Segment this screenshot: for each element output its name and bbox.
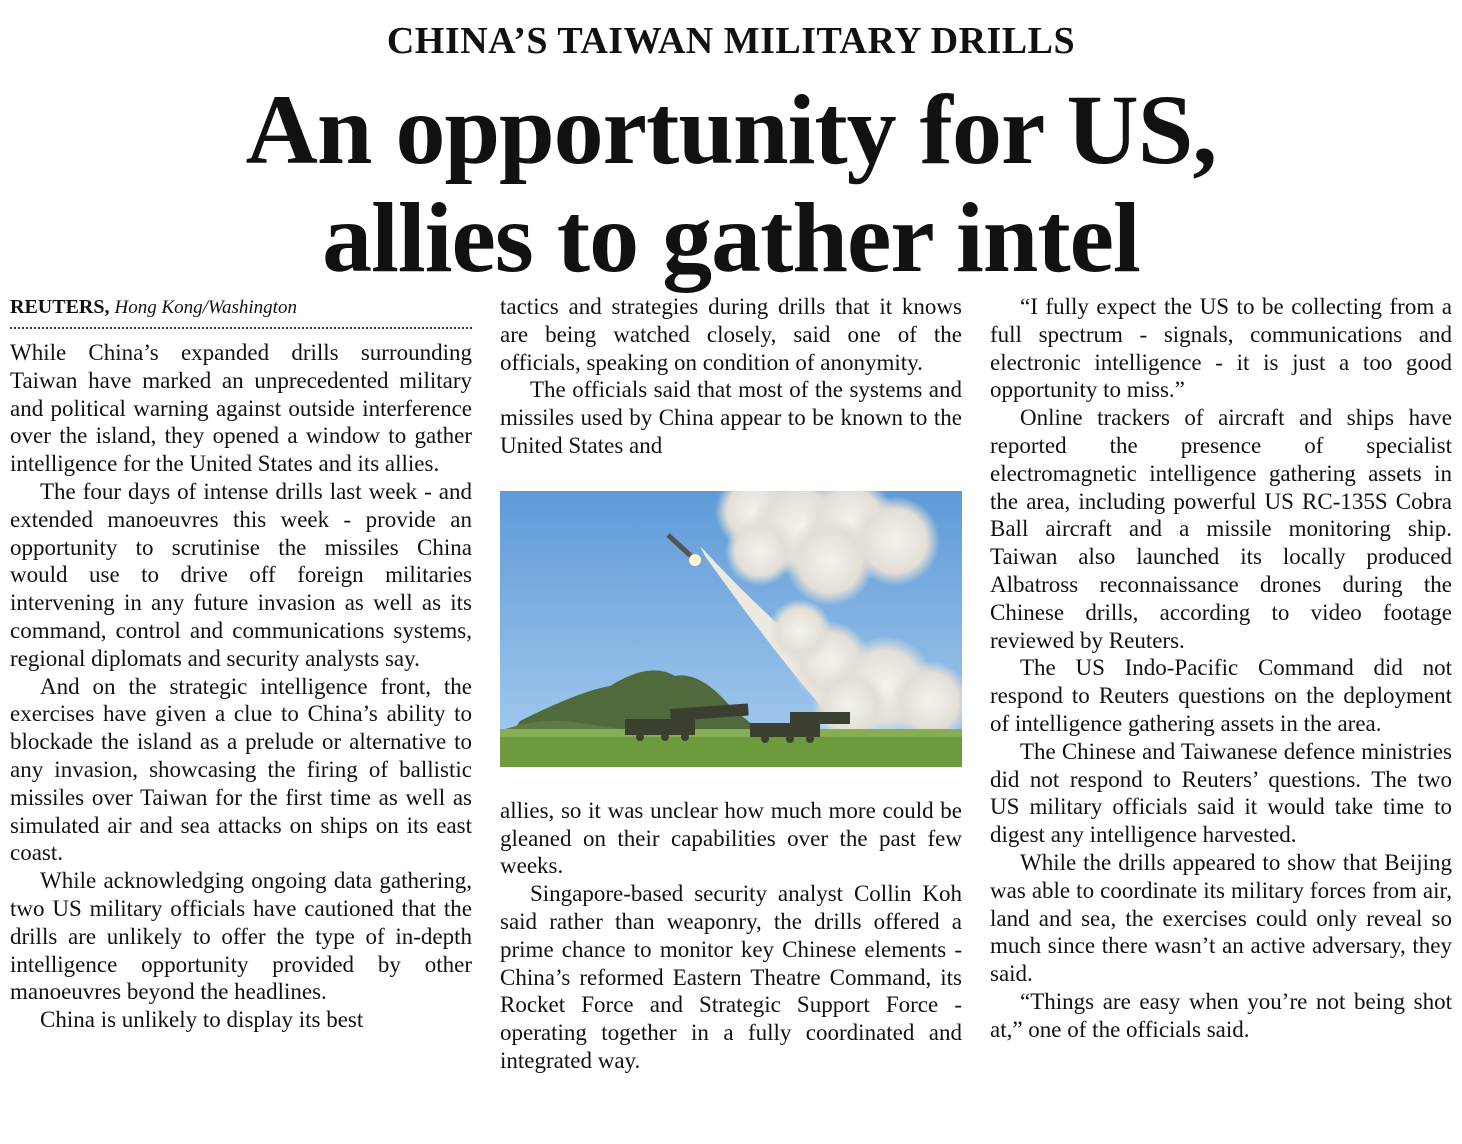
- column-3: [990, 293, 1452, 1044]
- paragraph: China is unlikely to display its best: [40, 1007, 364, 1033]
- headline-line-1: An opportunity for US,: [245, 74, 1217, 185]
- paragraph: While the drills appeared to show that Beijing was able to coordinate its military forces from air, land and sea, the exercises could only reveal so much since there wasn’t an active adversary, they said.: [990, 849, 1452, 987]
- paragraph: And on the strategic intelligence front, the exercises have given a clue to China’s ability to blockade the island as a prelude or alternative to any invasion, showcasing the firing of ballistic missiles over Taiwan for the first time as well as simulated air and sea attacks on ships on its east coast.: [10, 673, 472, 866]
- kicker: CHINA’S TAIWAN MILITARY DRILLS: [386, 20, 1076, 62]
- paragraph: The officials said that most of the systems and missiles used by China appear to be known to the United States and: [500, 377, 962, 458]
- column-2: [500, 293, 962, 1075]
- byline-place: Hong Kong/Washington: [114, 297, 297, 318]
- photo-illustration: [500, 491, 962, 767]
- paragraph: The US Indo-Pacific Command did not respond to Reuters questions on the deployment of intelligence gathering assets in the area.: [990, 655, 1452, 736]
- paragraph: “Things are easy when you’re not being shot at,” one of the officials said.: [990, 988, 1452, 1042]
- paragraph: Online trackers of aircraft and ships have reported the presence of specialist electromagnetic intelligence gathering assets in the area, including powerful US RC-135S Cobra Ball aircraft and a missile monitoring ship. Taiwan also launched its locally produced Albatross reconnaissance drones during the Chinese drills, according to video footage reviewed by Reuters.: [990, 405, 1452, 653]
- byline-agency: REUTERS,: [10, 296, 110, 318]
- headline-line-2: allies to gather intel: [322, 182, 1140, 293]
- paragraph: The Chinese and Taiwanese defence ministries did not respond to Reuters’ questions. The two US military officials said it would take time to digest any intelligence harvested.: [990, 738, 1452, 848]
- headline: [0, 76, 1462, 292]
- column-1: [10, 293, 472, 1034]
- paragraph: “I fully expect the US to be collecting from a full spectrum - signals, communications and electronic intelligence - it is just a too good opportunity to miss.”: [990, 294, 1452, 403]
- paragraph: Singapore-based security analyst Collin Koh said rather than weaponry, the drills offered a prime chance to monitor key Chinese elements - China’s reformed Eastern Theatre Command, its Rocket Force and Strategic Support Force - operating together in a fully coordinated and integrated way.: [500, 881, 962, 1073]
- paragraph: While acknowledging ongoing data gathering, two US military officials have cautioned that the drills are unlikely to offer the type of in-depth intelligence opportunity provided by other manoeuvres beyond the headlines.: [10, 868, 472, 1005]
- byline-divider: [10, 327, 472, 329]
- byline: [10, 293, 472, 323]
- paragraph: allies, so it was unclear how much more could be gleaned on their capabilities over the past few weeks.: [500, 797, 962, 879]
- paragraph: tactics and strategies during drills that it knows are being watched closely, said one of the officials, speaking on condition of anonymity.: [500, 294, 962, 375]
- paragraph: While China’s expanded drills surrounding Taiwan have marked an unprecedented military and political warning against outside interference over the island, they opened a window to gather intelligence for the United States and its allies.: [10, 340, 472, 477]
- missile-launch-photo: [500, 491, 962, 767]
- paragraph: The four days of intense drills last week - and extended manoeuvres this week - provide an opportunity to scrutinise the missiles China would use to drive off foreign militaries intervening in any future invasion as well as its command, control and communications systems, regional diplomats and security analysts say.: [10, 478, 472, 671]
